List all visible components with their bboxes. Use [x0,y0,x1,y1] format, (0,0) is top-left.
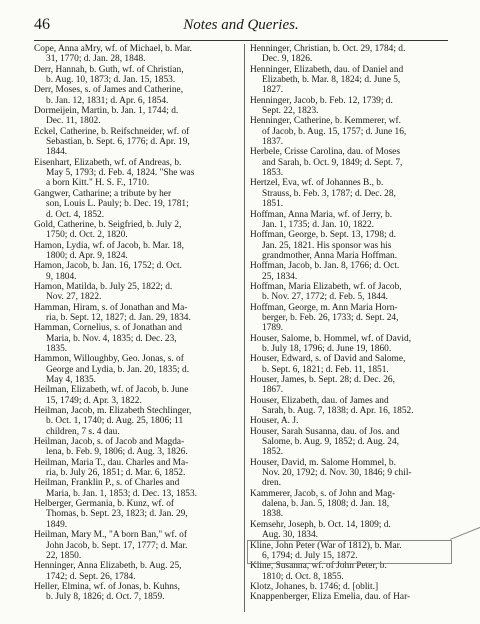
index-entry [34,44,239,65]
entry-line: Henninger, Catherine, b. Kemmerer, wf. [250,116,402,127]
entry-line: Helberger, Germania, b. Kunz, wf. of [34,499,175,510]
entry-line: 22, 1850. [46,550,82,561]
header-rule [34,40,448,41]
entry-line: Hoffman, Maria Elizabeth, wf. of Jacob, [250,281,402,292]
entry-line: Gangwer, Catharine; a tribute by her [34,188,172,199]
index-entry [250,116,450,147]
entry-line: Hamon, Lydia, wf. of Jacob, b. Mar. 18, [34,240,184,251]
entry-line: dalena, b. Jan. 5, 1808; d. Jan. 18, [262,499,390,510]
entry-line: Klotz, Johanes, b. 1746; d. [oblit.] [250,581,379,592]
entry-line: Strauss, b. Feb. 3, 1787; d. Dec. 28, [262,188,396,199]
entry-line: and Sarah, b. Oct. 9, 1849; d. Sept. 7, [262,157,403,168]
entry-line: Hamman, Hiram, s. of Jonathan and Ma- [34,302,188,313]
entry-line: Knappenberger, Eliza Emelia, dau. of Har- [250,592,411,603]
index-entry [34,241,239,262]
entry-line: Jan. 1, 1735; d. Jan. 10, 1822. [262,219,374,230]
index-entry [250,520,450,541]
entry-line: Eckel, Catherine, b. Reifschneider, wf. of [34,126,190,137]
entry-line: Dec. 11, 1802. [46,116,101,127]
index-entry [250,261,450,282]
index-entry [34,220,239,241]
index-entry [250,147,450,178]
index-entry [250,396,450,417]
entry-line: Heilman, Franklin P., s. of Charles and [34,478,180,489]
index-entry [34,561,239,582]
entry-line: Houser, Salome, b. Hommel, wf. of David, [250,333,412,344]
entry-line: Sept. 22, 1823. [262,106,319,117]
index-entry [250,458,450,489]
entry-line: 1849. [46,519,68,530]
entry-line: 9, 1804. [46,271,77,282]
entry-line: Salome, b. Aug. 9, 1852; d. Aug. 24, [262,437,399,448]
entry-line: Sarah, b. Aug. 7, 1838; d. Apr. 16, 1852. [262,406,414,417]
entry-line: 1750; d. Oct. 2, 1820. [46,230,128,241]
entry-line: Derr, Moses, s. of James and Catherine, [34,85,184,96]
entry-line: 1853. [262,168,284,179]
index-entry [250,65,450,96]
index-entry [34,354,239,385]
index-entry [34,189,239,220]
entry-line: Hamon, Jacob, b. Jan. 16, 1752; d. Oct. [34,261,182,272]
highlighted-entry [250,541,450,562]
page-number: 46 [34,16,50,33]
entry-line: 1827. [262,85,284,96]
entry-line: Hoffman, George, b. Sept. 13, 1798; d. [250,230,396,241]
entry-line: 6, 1794; d. July 15, 1872. [262,550,358,561]
entry-line: 31, 1770; d. Jan. 28, 1848. [46,54,146,65]
index-entry [250,592,450,602]
entry-line: Houser, Edward, s. of David and Salome, [250,354,406,365]
index-entry [250,282,450,303]
index-entry [34,261,239,282]
entry-line: May 5, 1793; d. Feb. 4, 1824. "She was [46,168,195,179]
entry-line: 1867. [262,385,284,396]
entry-line: May 4, 1835. [46,375,96,385]
entry-line: Sebastian, b. Sept. 6, 1776; d. Apr. 19, [46,137,190,148]
entry-line: 1835. [46,343,68,354]
entry-line: 1789. [262,323,284,334]
index-entry [34,65,239,86]
index-entry [250,178,450,209]
entry-line: d. Oct. 4, 1852. [46,209,105,220]
entry-line: Hoffman, Anna Maria, wf. of Jerry, b. [250,209,393,220]
entry-line: 1838. [262,509,284,520]
entry-line: Gold, Catherine, b. Seigfried, b. July 2, [34,219,182,230]
entry-line: son, Louis L. Pauly; b. Dec. 19, 1781; [46,199,189,210]
entry-line: George and Lydia, b. Jan. 20, 1835; d. [46,364,190,375]
entry-line: Henninger, Elizabeth, dau. of Daniel and [250,64,404,75]
entry-line: Hamman, Cornelius, s. of Jonathan and [34,323,182,334]
entry-line: Houser, Sarah Susanna, dau. of Jos. and [250,426,400,437]
index-entry [34,127,239,158]
entry-line: Elizabeth, b. Mar. 8, 1824; d. June 5, [262,75,401,86]
entry-line: Maria, b. Jan. 1, 1853; d. Dec. 13, 1853. [46,488,198,499]
entry-line: b. July 18, 1796; d. June 19, 1860. [262,343,392,354]
index-entry [34,106,239,127]
entry-line: Kline, John Peter (War of 1812), b. Mar. [250,540,402,551]
index-entry [250,561,450,582]
entry-line: Houser, David, m. Salome Hommel, b. [250,457,396,468]
column-divider [244,44,245,612]
entry-line: Henninger, Christian, b. Oct. 29, 1784; d. [250,44,406,54]
entry-line: of Jacob, b. Aug. 15, 1757; d. June 16, [262,126,407,137]
entry-line: Cope, Anna aMry, wf. of Michael, b. Mar. [34,44,192,54]
page-header [34,16,448,38]
entry-line: ria, b. July 26, 1851; d. Mar. 6, 1852. [46,468,186,479]
entry-line: Kammerer, Jacob, s. of John and Mag- [250,488,396,499]
index-entry [250,210,450,231]
index-entry [34,437,239,458]
entry-line: Heilman, Jacob, m. Elizabeth Stechlinger, [34,406,192,417]
index-entry [250,489,450,520]
index-entry [250,427,450,458]
index-entry [250,44,450,65]
entry-line: Heilman, Mary M., "A born Ban," wf. of [34,530,187,541]
entry-line: Kline, Susanna, wf. of John Peter, b. [250,561,387,572]
index-entry [250,96,450,117]
entry-line: 1844. [46,147,68,158]
entry-line: b. Jan. 12, 1831; d. Apr. 6, 1854. [46,95,169,106]
right-column [250,44,450,603]
entry-line: Eisenhart, Elizabeth, wf. of Andreas, b. [34,157,182,168]
index-entry [34,406,239,437]
entry-line: Hoffman, George, m. Ann Maria Horn- [250,302,398,313]
entry-line: ria, b. Sept. 12, 1827; d. Jan. 29, 1834. [46,312,191,323]
entry-line: Jan. 25, 1821. His sponsor was his [262,240,392,251]
entry-line: b. Sept. 6, 1821; d. Feb. 11, 1851. [262,364,389,375]
entry-line: grandmother, Anna Maria Hoffman. [262,250,398,261]
index-entry [34,582,239,603]
entry-line: b. Oct. 1, 1740; d. Aug. 25, 1806; 11 [46,416,184,427]
entry-line: Nov. 20, 1792; d. Nov. 30, 1846; 9 chil- [262,468,412,479]
entry-line: Kemsehr, Joseph, b. Oct. 14, 1809; d. [250,519,391,530]
entry-line: dren. [262,478,282,489]
entry-line: Maria, b. Nov. 4, 1835; d. Dec. 23, [46,333,177,344]
entry-line: b. Aug. 10, 1873; d. Jan. 15, 1853. [46,75,176,86]
entry-line: Houser, Elizabeth, dau. of James and [250,395,389,406]
entry-line: 15, 1749; d. Apr. 3, 1822. [46,395,142,406]
entry-line: Henninger, Jacob, b. Feb. 12, 1739; d. [250,95,393,106]
entry-line: 25, 1834. [262,271,298,282]
entry-line: 1742; d. Sept. 26, 1784. [46,571,136,582]
left-column [34,44,239,603]
entry-line: Thomas, b. Sept. 23, 1823; d. Jan. 29, [46,509,188,520]
entry-line: b. Nov. 27, 1772; d. Feb. 5, 1844. [262,292,388,303]
index-entry [34,282,239,303]
entry-line: Heilman, Maria T., dau. Charles and Ma- [34,457,189,468]
entry-line: 1837. [262,137,284,148]
index-entry [34,85,239,106]
entry-line: Nov. 27, 1822. [46,292,102,303]
entry-line: 1851. [262,199,284,210]
entry-line: Dec. 9, 1826. [262,54,313,65]
index-entry [250,334,450,355]
index-entry [34,385,239,406]
index-entry [34,478,239,499]
index-entry [34,530,239,561]
entry-line: Dormeijein, Martin, b. Jan. 1, 1744; d. [34,106,179,117]
entry-line: Henninger, Anna Elizabeth, b. Aug. 25, [34,561,182,572]
entry-line: Heilman, Elizabeth, wf. of Jacob, b. June [34,385,189,396]
index-entry [34,323,239,354]
entry-line: 1810; d. Oct. 8, 1855. [262,571,344,582]
entry-line: Houser, James, b. Sept. 28; d. Dec. 26, [250,375,395,385]
index-entry [250,303,450,334]
index-entry [250,230,450,261]
entry-line: Herbele, Crisse Carolina, dau. of Moses [250,147,400,158]
entry-line: Hertzel, Eva, wf. of Johannes B., b. [250,178,384,189]
highlight-box [247,540,452,564]
entry-line: Derr, Hannah, b. Guth, wf. of Christian, [34,64,184,75]
index-entry [250,354,450,375]
index-entry [34,158,239,189]
entry-line: a born Kitt." H. S. F., 1710. [46,178,150,189]
entry-line: Heilman, Jacob, s. of Jacob and Magda- [34,437,185,448]
entry-line: Houser, A. J. [250,416,299,427]
index-entry [34,499,239,530]
index-entry [34,303,239,324]
entry-line: John Jacob, b. Sept. 17, 1777; d. Mar. [46,540,188,551]
index-entry [250,375,450,396]
running-title: Notes and Queries. [183,17,299,33]
entry-line: Hamon, Matilda, b. July 25, 1822; d. [34,281,173,292]
index-entry [250,582,450,592]
entry-line: 1800; d. Apr. 9, 1824. [46,250,128,261]
entry-line: Hammon, Willoughby, Geo. Jonas, s. of [34,354,184,365]
entry-line: Aug. 30, 1834. [262,530,318,541]
entry-line: Heller, Elmina, wf. of Jonas, b. Kuhns, [34,581,180,592]
pointer-line [450,526,480,540]
entry-line: berger, b. Feb. 26, 1733; d. Sept. 24, [262,312,399,323]
index-entry [250,416,450,426]
entry-line: b. July 8, 1826; d. Oct. 7, 1859. [46,592,165,603]
index-entry [34,458,239,479]
entry-line: 1852. [262,447,284,458]
entry-line: children, 7 s. 4 dau. [46,426,120,437]
entry-line: lena, b. Feb. 9, 1806; d. Aug. 3, 1826. [46,447,188,458]
entry-line: Hoffman, Jacob, b. Jan. 8, 1766; d. Oct. [250,261,400,272]
